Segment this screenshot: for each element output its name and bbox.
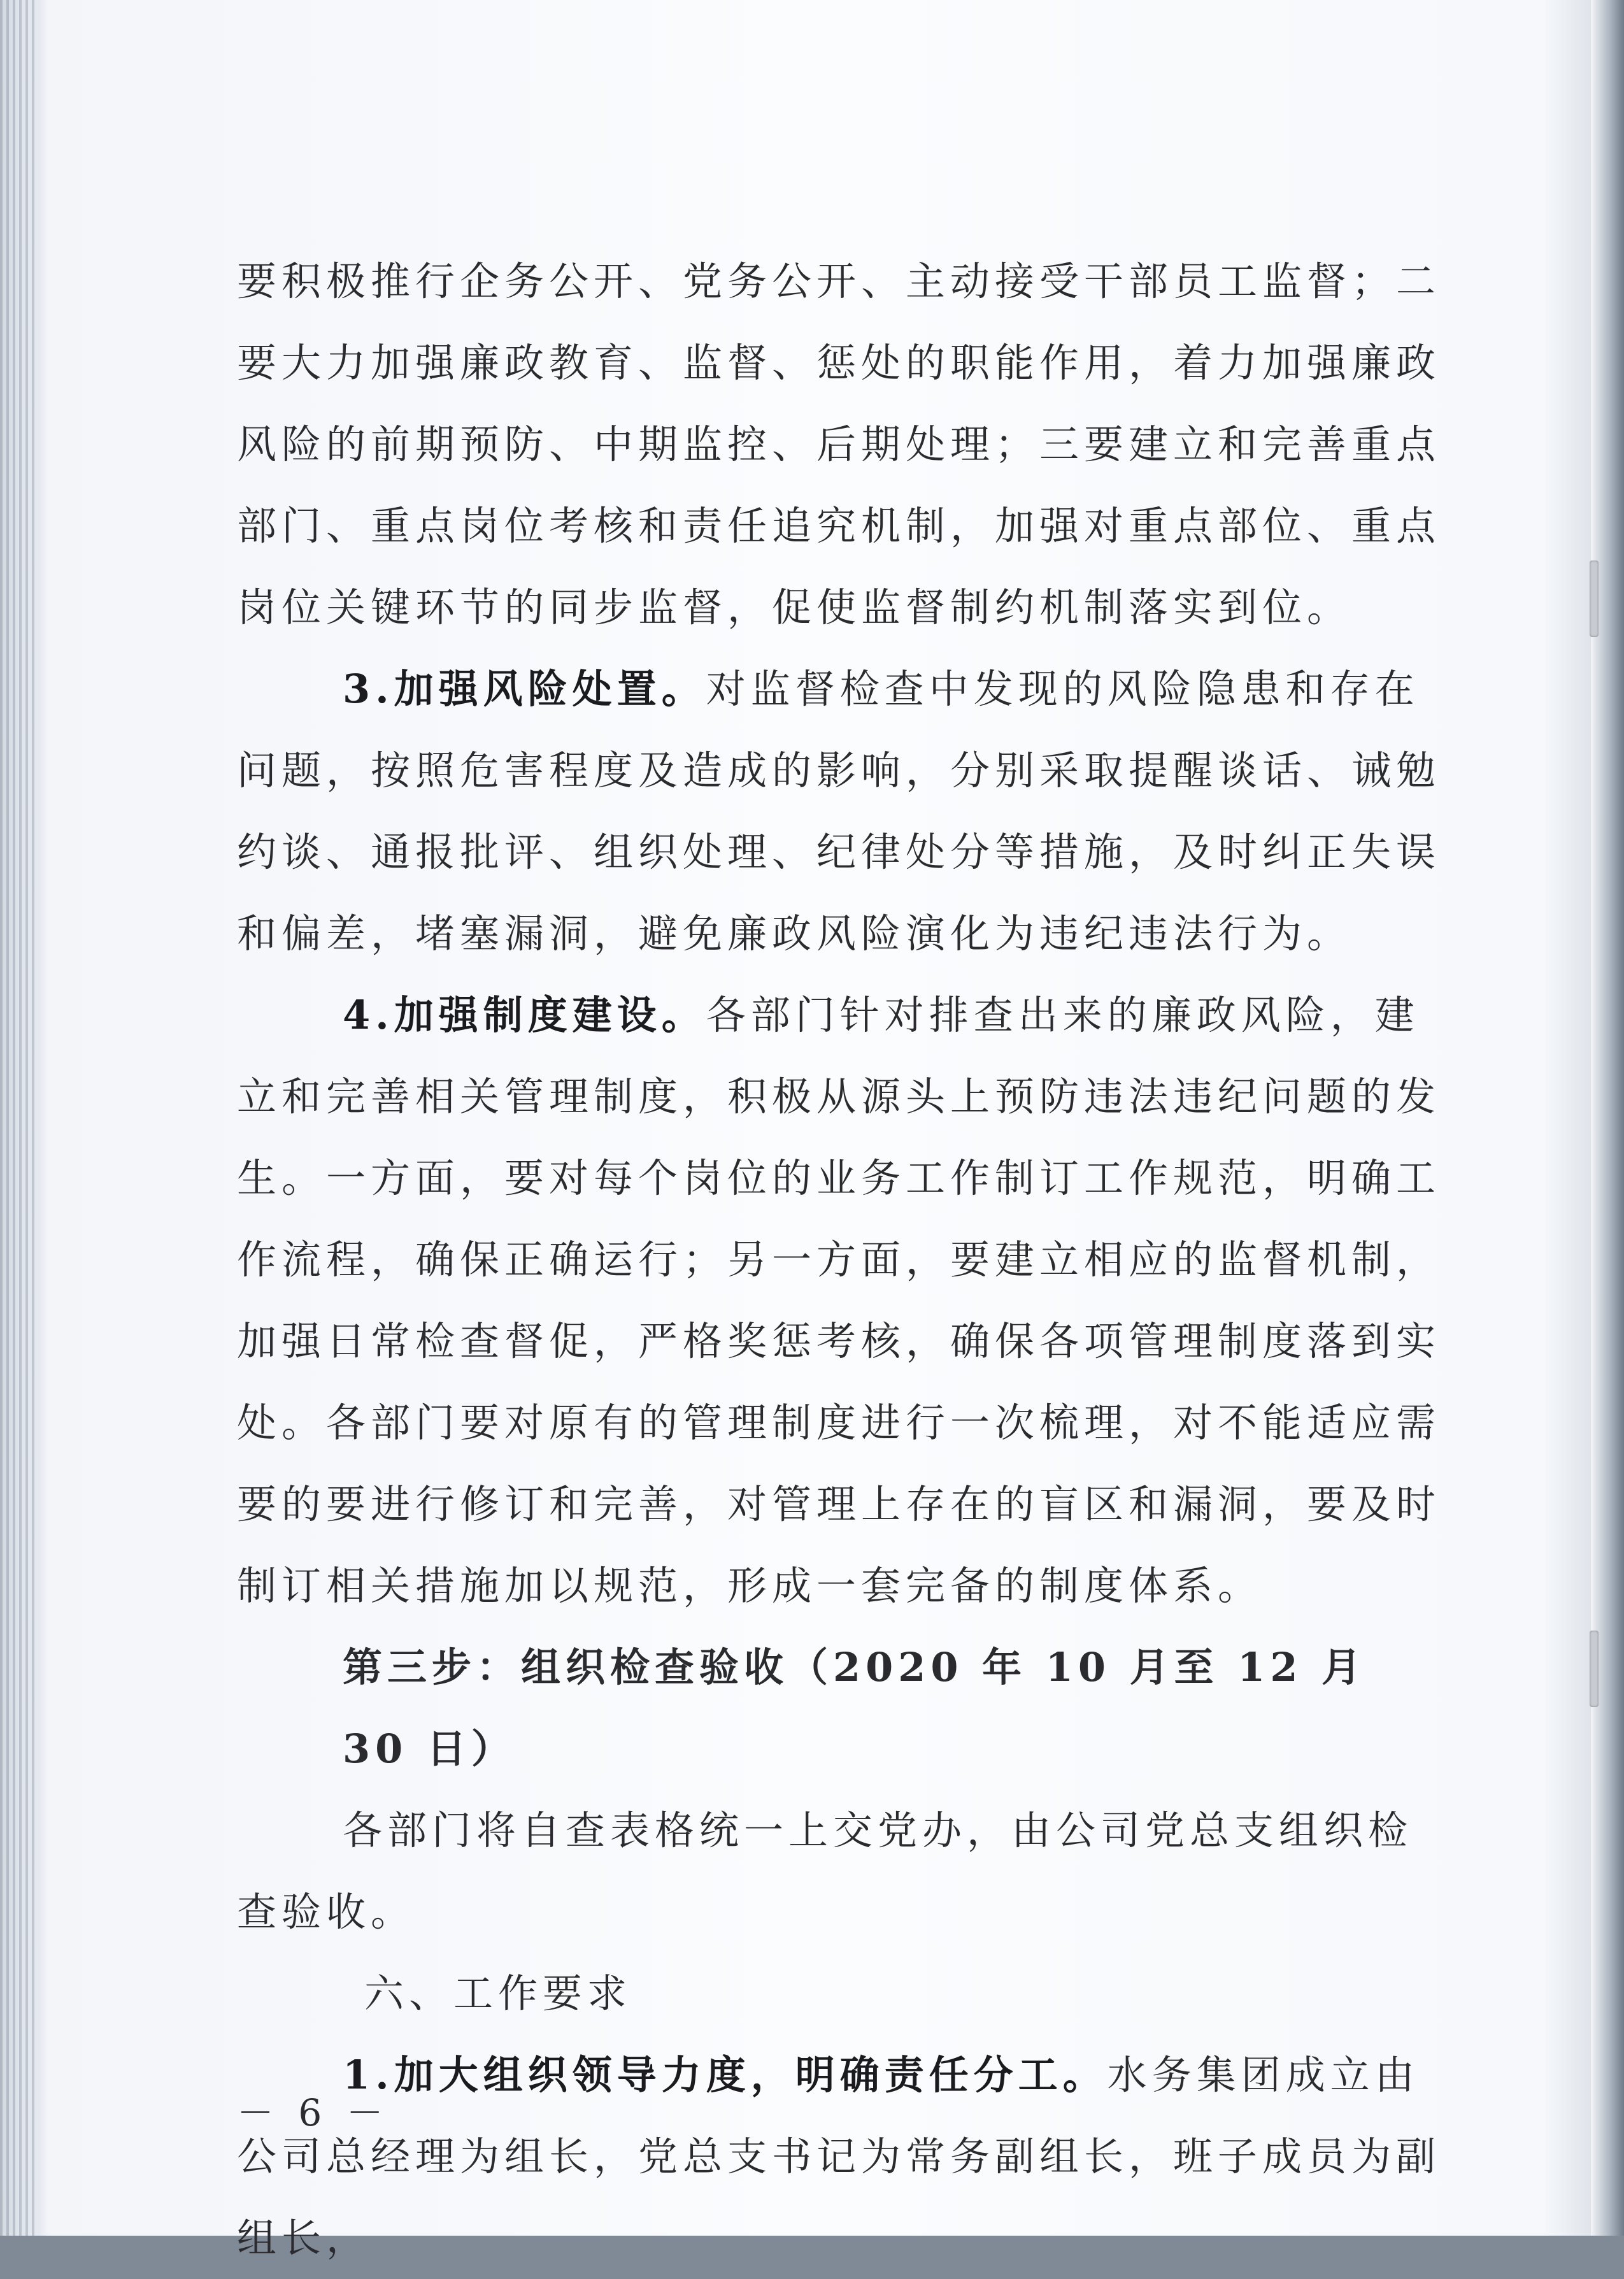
paragraph-inspection: 各部门将自查表格统一上交党办，由公司党总支组织检查验收。 xyxy=(237,1807,1413,1935)
section6-heading: 六、工作要求 xyxy=(364,1970,632,2017)
paragraph-risk-handling xyxy=(237,648,1447,975)
paragraph-leadership-title: 1.加大组织领导力度，明确责任分工。 xyxy=(343,2052,1108,2098)
paragraph-system-building xyxy=(237,975,1447,1627)
step3-heading: 第三步：组织检查验收（2020 年 10 月至 12 月 30 日） xyxy=(343,1644,1367,1772)
paragraph-system-building-title: 4.加强制度建设。 xyxy=(343,992,706,1038)
page-edge-right xyxy=(1591,0,1624,2236)
paragraph-risk-handling-title: 3.加强风险处置。 xyxy=(343,666,706,712)
document-body xyxy=(237,241,1447,2279)
paragraph-risk-handling-body: 对监督检查中发现的风险隐患和存在问题，按照危害程度及造成的影响，分别采取提醒谈话、诫勉约谈、通报批评、组织处理、纪律处分等措施，及时纠正失误和偏差，堵塞漏洞，避免廉政风险演化为违纪违法行为。 xyxy=(237,666,1441,957)
staple-mark-bottom xyxy=(1590,1631,1599,1707)
paragraph-leadership-body: 水务集团成立由公司总经理为组长，党总支书记为常务副组长，班子成员为副组长， xyxy=(237,2052,1441,2261)
staple-mark-top xyxy=(1590,561,1599,637)
page-number: － 6 － xyxy=(237,2091,390,2134)
paragraph-supervision: 要积极推行企务公开、党务公开、主动接受干部员工监督；二要大力加强廉政教育、监督、惩处的职能作用，着力加强廉政风险的前期预防、中期监控、后期处理；三要建立和完善重点部门、重点岗位考核和责任追究机制，加强对重点部位、重点岗位关键环节的同步监督，促使监督制约机制落实到位。 xyxy=(237,258,1441,631)
page-stack-edge-left xyxy=(0,0,38,2236)
paragraph-leadership xyxy=(237,2034,1447,2279)
paragraph-system-building-body: 各部门针对排查出来的廉政风险，建立和完善相关管理制度，积极从源头上预防违法违纪问题的发生。一方面，要对每个岗位的业务工作制订工作规范，明确工作流程，确保正确运行；另一方面，要建立相应的监督机制，加强日常检查督促，严格奖惩考核，确保各项管理制度落到实处。各部门要对原有的管理制度进行一次梳理，对不能适应需要的要进行修订和完善，对管理上存在的盲区和漏洞，要及时制订相关措施加以规范，形成一套完备的制度体系。 xyxy=(237,992,1441,1609)
